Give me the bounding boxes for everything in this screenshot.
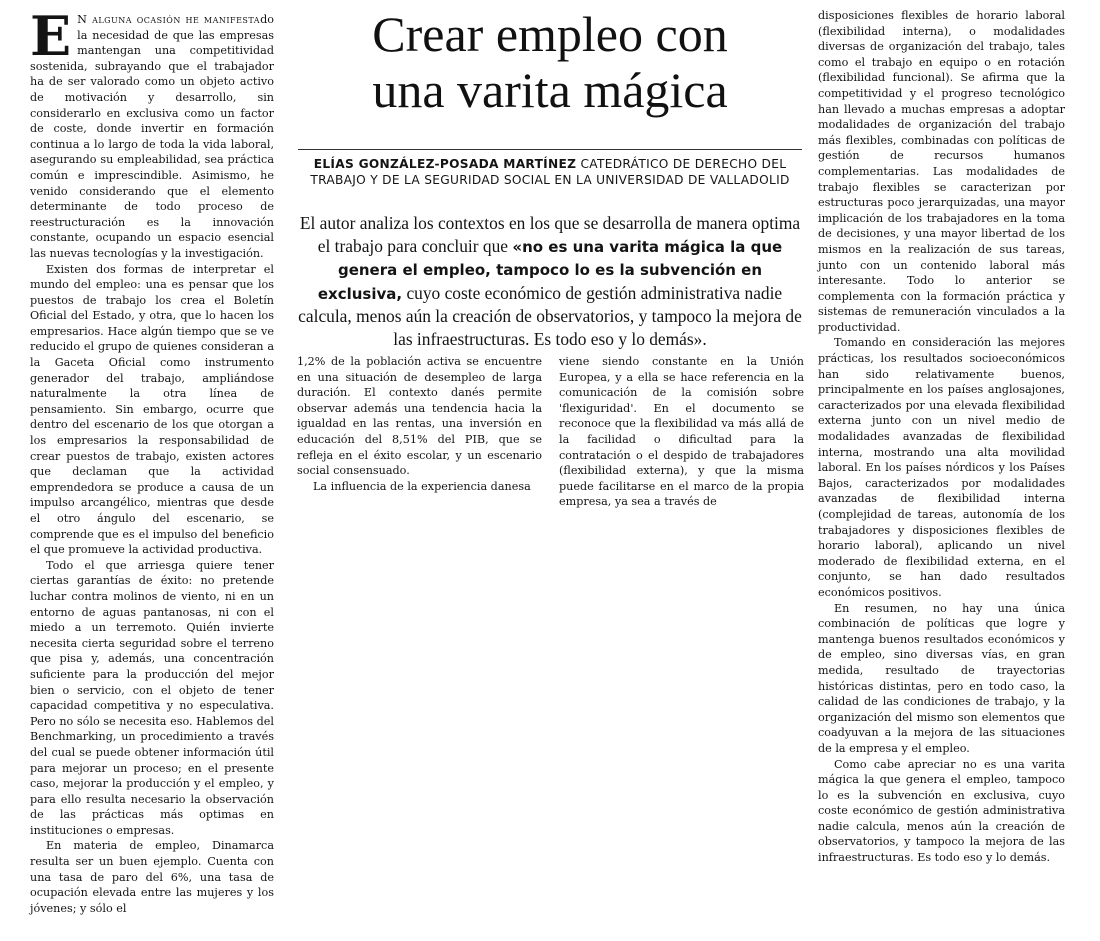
paragraph: La influencia de la experiencia danesa xyxy=(313,479,531,493)
article-column-1 xyxy=(30,4,274,937)
paragraph xyxy=(30,4,274,262)
paragraph: viene siendo constante en la Unión Europea, y a ella se hace referencia en la comunicación de la comisión sobre 'flexiguridad'. En el documento se reconoce que la flexibilidad va más allá de la facilidad o dificultad para la contratación o el despido de trabajadores (flexibilidad externa), y que la misma puede facilitarse en el marco de la propia empresa, ya sea a través de xyxy=(559,355,804,509)
paragraph: Todo el que arriesga quiere tener ciertas garantías de éxito: no pretende luchar contra molinos de viento, ni en un entorno de aguas pantanosas, ni con el miedo a un terremoto. Quién invierte necesita cierta seguridad sobre el terreno que pisa y, además, una concentración suficiente para la producción del mejor bien o servicio, con el objeto de tener capacidad competitiva y no especulativa. Pero no sólo se necesita eso. Hablemos del Benchmarking, un procedimiento a través del cual se puede obtener información útil para mejorar un proceso; en el presente caso, mejorar la producción y el empleo, y para ello resulta necesario la observación de las prácticas más optimas en instituciones o empresas. xyxy=(30,558,274,837)
author-role: CATEDRÁTICO DE DERECHO DEL TRABAJO Y DE LA SEGURIDAD SOCIAL EN LA UNIVERSIDAD DE VALLADOLID xyxy=(310,157,790,187)
headline-line-2: una varita mágica xyxy=(372,62,728,118)
paragraph: Tomando en consideración las mejores prácticas, los resultados socioeconómicos han sido relativamente buenos, principalmente en los países anglosajones, caracterizados por una elevada flexibilidad externa junto con un nivel medio de modalidades avanzadas de flexibilidad interna, mostrando una alta movilidad laboral. En los países nórdicos y los Países Bajos, caracterizados por modalidades avanzadas de flexibilidad interna (complejidad de tareas, autonomía de los trabajadores y disposiciones flexibles de horario laboral), aplicando un nivel moderado de flexibilidad externa, en el conjunto, se han dado resultados económicos positivos. xyxy=(818,336,1065,599)
headline xyxy=(298,6,802,118)
paragraph: disposiciones flexibles de horario laboral (flexibilidad interna), o modalidades diversas de organización del trabajo, tales como el trabajo en equipo o en rotación (flexibilidad funcional). Se afirma que la competitividad y el progreso tecnológico han llevado a muchas empresas a adoptar modalidades de organización del trabajo más flexibles, combinadas con políticas de gestión de recursos humanos complementarias. Las modalidades de trabajo flexibles se caracterizan por estructuras poco jerarquizadas, una mayor implicación de los trabajadores en la toma de decisiones, y una mayor libertad de los mismos en la realización de sus tareas, junto con un contenido laboral más interesante. Todo lo anterior se complementa con la formación práctica y sistemas de remuneración vinculados a la productividad. xyxy=(818,9,1065,334)
lead-in-smallcaps: N alguna ocasión he manifesta xyxy=(77,13,261,26)
paragraph: Existen dos formas de interpretar el mundo del empleo: una es pensar que los puestos de trabajo los crea el Boletín Oficial del Estado, y otra, que lo hacen los empresarios. Hace algún tiempo que se ve reducido el grupo de quienes consideran a la Gaceta Oficial como instrumento generador del trabajo, ampliándose naturalmente la otra línea de pensamiento. Sin embargo, ocurre que dentro del escenario de los que otorgan a los empresarios la responsabilidad de crear puestos de trabajo, existen actores que declaman que la actividad emprendedora se produce a causa de un impulso arcangélico, mientras que desde el otro ángulo del escenario, se comprende que es el impulso del beneficio el que promueve la actividad productiva. xyxy=(30,262,274,557)
paragraph: En resumen, no hay una única combinación de políticas que logre y mantenga buenos resultados económicos y de empleo, sino diversas vías, en gran medida, resultado de trayectorias históricas distintas, pero en todo caso, la calidad de las condiciones de trabajo, y la organización del mismo son elementos que coadyuvan a la mejora de las situaciones de la empresa y el empleo. xyxy=(818,601,1065,755)
headline-line-1: Crear empleo con xyxy=(372,6,728,62)
drop-cap: E xyxy=(30,4,72,68)
article-column-3 xyxy=(559,354,804,509)
author-name: ELÍAS GONZÁLEZ-POSADA MARTÍNEZ xyxy=(313,157,577,171)
article-column-4 xyxy=(818,8,1065,933)
standfirst-highlight: «no es una varita mágica la que genera el empleo, tampoco lo es la subvención en exclusiva, xyxy=(317,237,783,303)
paragraph: En materia de empleo, Dinamarca resulta ser un buen ejemplo. Cuenta con una tasa de paro del 6%, una tasa de ocupación elevada entre las mujeres y los jóvenes; y sólo el xyxy=(30,839,274,915)
paragraph: Como cabe apreciar no es una varita mágica la que genera el empleo, tampoco lo es la subvención en exclusiva, cuyo coste económico de gestión administrativa nadie calcula, menos aún la creación de observatorios, y tampoco la mejora de las infraestructuras. Es todo eso y lo demás. xyxy=(818,757,1065,865)
article-column-2 xyxy=(297,354,542,494)
byline xyxy=(298,156,802,188)
paragraph: 1,2% de la población activa se encuentre en una situación de desempleo de larga duración. El contexto danés permite observar además una tendencia hacia la igualdad en las rentas, una inversión en educación del 8,51% del PIB, que se refleja en el éxito escolar, y un escenario social consensuado. xyxy=(297,355,542,478)
paragraph-text: do la necesidad de que las empresas mantengan una competitividad sostenida, subrayando que el trabajador ha de ser valorado como un objeto activo de motivación y desarrollo, sin considerarlo en exclusiva como un factor de coste, donde invertir en formación continua a lo largo de toda la vida laboral, asegurando su empleabilidad, sea práctica común e imprescindible. Asimismo, he venido considerando que el elemento determinante de todo proceso de reestructuración es la innovación constante, ocupando un espacio esencial las nuevas tecnologías y la investigación. xyxy=(30,13,274,260)
standfirst-rest: cuyo coste económico de gestión administrativa nadie calcula, menos aún la creación de observatorios, y tampoco la mejora de las infraestructuras. Es todo eso y lo demás». xyxy=(298,282,802,349)
headline-divider xyxy=(298,149,802,150)
standfirst-intro: El autor analiza los contextos en los que se desarrolla de manera optima el trabajo para concluir que xyxy=(299,213,801,256)
standfirst xyxy=(298,212,802,350)
